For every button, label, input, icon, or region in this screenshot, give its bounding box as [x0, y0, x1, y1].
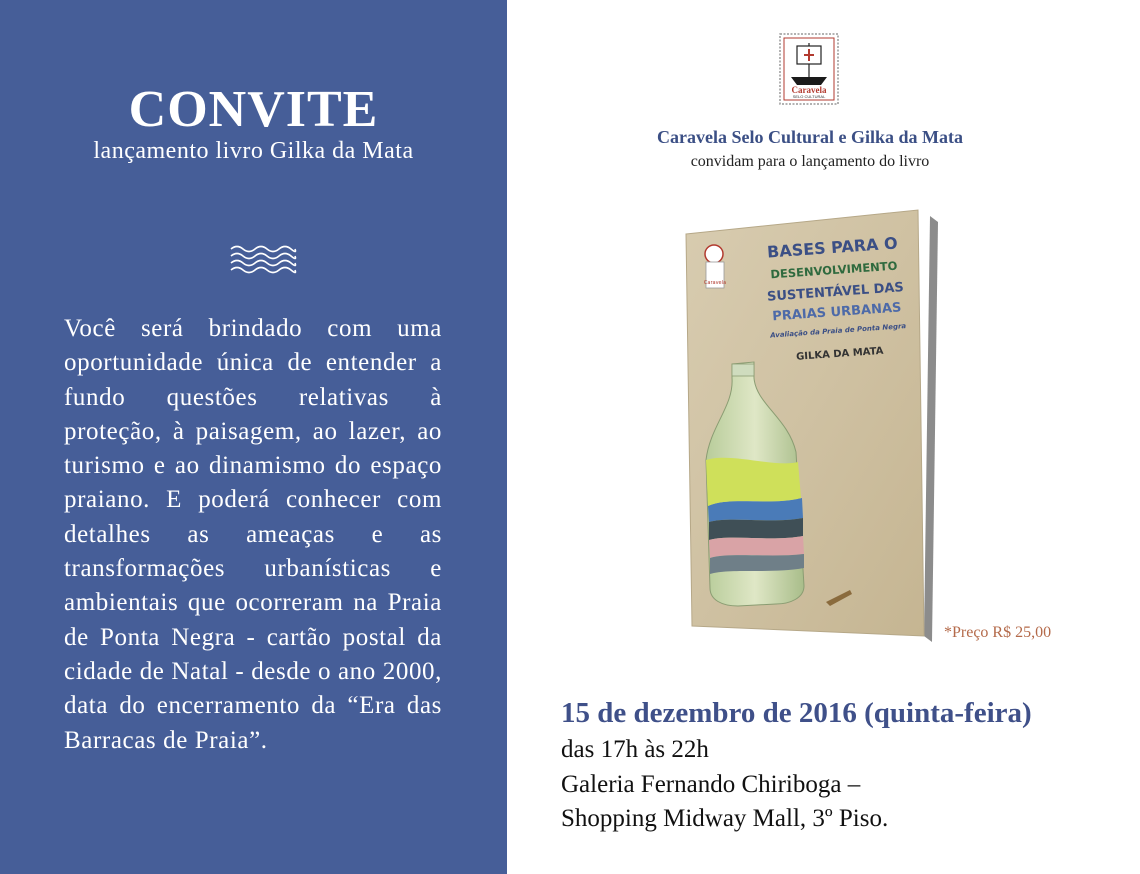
logo-subtext: SELO CULTURAL [792, 94, 826, 99]
left-panel [0, 0, 507, 874]
invitation-body: Você será brindado com uma oportunidade única de entender a fundo questões relativas à proteção, à paisagem, ao lazer, ao turismo e ao dinamismo do espaço praiano. E poderá conhecer com detalhes as ameaças e as transformações urbanísticas e ambientais que ocorreram na Praia de Ponta Negra - cartão postal da cidade de Natal - desde o ano 2000, data do encerramento da “Era das Barracas de Praia”. [64, 315, 442, 754]
book-title-1: BASES PARA O [766, 233, 899, 262]
invitation-subtitle: lançamento livro Gilka da Mata [93, 138, 414, 164]
hosts-line: Caravela Selo Cultural e Gilka da Mata [657, 127, 963, 147]
book-logo-text: Caravela [703, 280, 727, 286]
book-title-4: PRAIAS URBANAS [771, 300, 902, 325]
event-date: 15 de dezembro de 2016 (quinta-feira) [561, 697, 1032, 729]
invite-line: convidam para o lançamento do livro [690, 153, 930, 170]
book-author: GILKA DA MATA [795, 345, 884, 363]
caravela-logo [779, 33, 839, 105]
book-cover [680, 206, 942, 642]
book-subtitle: Avaliação da Praia de Ponta Negra [769, 322, 907, 340]
book-title-2: DESENVOLVIMENTO [770, 258, 898, 282]
invitation-title: CONVITE [128, 81, 379, 138]
book-title-3: SUSTENTÁVEL DAS [766, 280, 905, 305]
book-price: *Preço R$ 25,00 [944, 624, 1052, 641]
event-venue-line1: Galeria Fernando Chiriboga – [561, 771, 861, 798]
logo-text: Caravela [791, 85, 827, 95]
event-time: das 17h às 22h [561, 736, 709, 763]
event-venue-line2: Shopping Midway Mall, 3º Piso. [561, 805, 889, 832]
waves-icon [229, 244, 297, 274]
